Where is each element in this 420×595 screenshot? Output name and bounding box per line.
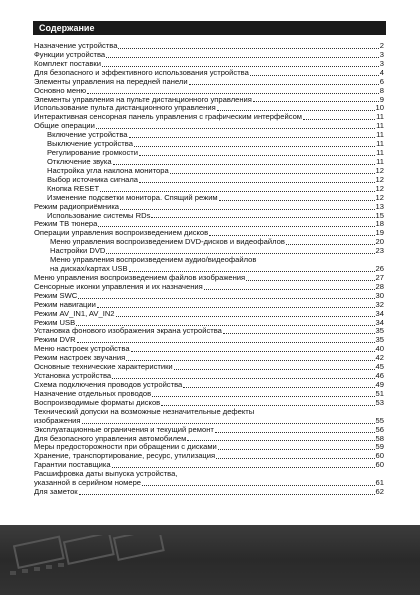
toc-entry-label: Основные технические характеристики — [34, 362, 173, 372]
toc-entry-page: 53 — [375, 397, 384, 407]
toc-entry-page: 35 — [375, 326, 384, 336]
toc-dot-leader — [131, 351, 375, 352]
toc-entry-label: Расшифровка даты выпуска устройства, — [34, 469, 178, 479]
toc-dot-leader — [102, 66, 379, 67]
toc-entry-page: 28 — [375, 281, 384, 291]
toc-dot-leader — [139, 155, 375, 156]
toc-entry-label: на дисках/картах USB — [50, 264, 128, 274]
toc-dot-leader — [161, 405, 374, 406]
toc-entry-label: Комплект поставки — [34, 58, 101, 68]
toc-dot-leader — [129, 137, 376, 138]
toc-entry-label: Меню управления воспроизведением аудио/видеофайлов — [50, 255, 257, 265]
toc-dot-leader — [253, 101, 379, 102]
toc-dot-leader — [246, 280, 374, 281]
toc-entry-page: 34 — [375, 308, 384, 318]
toc-entry-label: Общие операции — [34, 121, 95, 131]
toc-dot-leader — [219, 200, 375, 201]
toc-entry-label: Для безопасного управления автомобилем — [34, 433, 187, 443]
toc-entry-label: Режим DVR — [34, 335, 76, 345]
toc-entry-label: Использование пульта дистанционного управления — [34, 103, 216, 113]
toc-entry-label: Хранение, транспортирование, ресурс, утилизация — [34, 451, 216, 461]
toc-dot-leader — [96, 128, 375, 129]
toc-entry-page: 11 — [376, 121, 384, 131]
toc-entry-page: 11 — [376, 112, 384, 122]
toc-entry-page: 13 — [375, 201, 384, 211]
footer-decoration — [0, 525, 420, 595]
toc-entry-page: 4 — [379, 67, 384, 77]
toc-entry-label: Эксплуатационные ограничения и текущий ремонт — [34, 424, 214, 434]
toc-dot-leader — [87, 93, 379, 94]
toc-entry-label: указанной в серийном номере — [34, 478, 142, 488]
toc-dot-leader — [189, 84, 379, 85]
toc-dot-leader — [216, 458, 374, 459]
toc-entry-page: 11 — [376, 130, 384, 140]
toc-entry-label: Отключение звука — [47, 156, 112, 166]
film-strip-icon — [10, 535, 210, 595]
toc-dot-leader — [129, 271, 375, 272]
toc-dot-leader — [204, 289, 375, 290]
toc-entry — [34, 283, 384, 292]
toc-dot-leader — [217, 110, 375, 111]
toc-entry-label: Меню управления воспроизведением DVD-дисков и видеофайлов — [50, 237, 285, 247]
toc-entry-page: 15 — [375, 210, 384, 220]
toc-dot-leader — [218, 449, 375, 450]
toc-dot-leader — [250, 75, 379, 76]
toc-dot-leader — [303, 119, 375, 120]
toc-entry-page: 12 — [375, 165, 384, 175]
toc-entry-page: 23 — [375, 246, 384, 256]
toc-entry-label: Меры предосторожности при обращении с дисками — [34, 442, 217, 452]
toc-dot-leader — [174, 369, 375, 370]
toc-entry-label: Операции управления воспроизведением дисков — [34, 228, 209, 238]
toc-dot-leader — [79, 494, 375, 495]
toc-dot-leader — [78, 298, 374, 299]
toc-entry-page: 61 — [375, 478, 384, 488]
toc-entry-page: 26 — [375, 264, 384, 274]
toc-entry-page: 30 — [375, 290, 384, 300]
toc-entry-page: 11 — [376, 156, 384, 166]
toc-entry-label: Режим SWC — [34, 290, 78, 300]
toc-entry-page: 18 — [375, 219, 384, 229]
toc-dot-leader — [116, 316, 375, 317]
toc-entry-page: 12 — [375, 174, 384, 184]
toc-entry-page: 62 — [375, 487, 384, 497]
toc-entry-label: Выбор источника сигнала — [47, 174, 139, 184]
toc-dot-leader — [183, 387, 374, 388]
toc-entry-page: 3 — [379, 49, 384, 59]
toc-dot-leader — [142, 485, 375, 486]
toc-entry-label: Воспроизводимые форматы дисков — [34, 397, 161, 407]
toc-entry-label: Основно меню — [34, 85, 87, 95]
toc-dot-leader — [76, 325, 374, 326]
toc-entry-label: Включение устройства — [47, 130, 128, 140]
toc-dot-leader — [120, 209, 375, 210]
toc-entry — [34, 488, 384, 497]
toc-entry-page: 49 — [375, 380, 384, 390]
toc-entry-page: 40 — [375, 344, 384, 354]
toc-entry-page: 11 — [376, 148, 384, 158]
toc-dot-leader — [134, 146, 375, 147]
toc-entry — [34, 479, 384, 488]
toc-dot-leader — [187, 440, 374, 441]
toc-entry-label: Гарантии поставщика — [34, 460, 111, 470]
toc-entry-page: 27 — [375, 272, 384, 282]
toc-entry-page: 32 — [375, 299, 384, 309]
toc-dot-leader — [106, 253, 374, 254]
toc-dot-leader — [139, 182, 375, 183]
toc-entry-label: Режим настроек звучания — [34, 353, 126, 363]
toc-dot-leader — [152, 396, 374, 397]
toc-dot-leader — [223, 333, 375, 334]
toc-entry-page: 45 — [375, 362, 384, 372]
toc-dot-leader — [98, 226, 374, 227]
toc-entry-label: Установка фонового изображения экрана устройства — [34, 326, 222, 336]
toc-dot-leader — [112, 467, 375, 468]
toc-entry-label: Настройка угла наклона монитора — [47, 165, 169, 175]
toc-entry — [34, 408, 384, 417]
toc-dot-leader — [82, 423, 375, 424]
toc-entry-page: 56 — [375, 424, 384, 434]
toc-entry-label: Технический допуски на возможные незначительные дефекты — [34, 406, 255, 416]
toc-entry-page: 60 — [375, 460, 384, 470]
toc-entry-label: Регулирование громкости — [47, 148, 138, 158]
toc-entry-label: Элементы управления на пульте дистанционного управления — [34, 94, 252, 104]
toc-entry-label: Назначение устройства — [34, 40, 118, 50]
toc-dot-leader — [215, 432, 375, 433]
toc-entry-label: Режим навигации — [34, 299, 96, 309]
toc-dot-leader — [170, 173, 375, 174]
toc-header-bar — [33, 21, 386, 35]
toc-entry-label: Для заметок — [34, 487, 78, 497]
toc-entry-label: Схема подключения проводов устройства — [34, 380, 183, 390]
toc-entry-page: 60 — [375, 451, 384, 461]
toc-entry-label: Кнопка RESET — [47, 183, 100, 193]
toc-entry-label: Назначение отдельных проводов — [34, 388, 152, 398]
toc-entry-label: Интерактивная сенсорная панель управления с графическим интерфейсом — [34, 112, 303, 122]
toc-entry-page: 19 — [375, 228, 384, 238]
toc-dot-leader — [100, 191, 374, 192]
toc-entry-page: 11 — [376, 139, 384, 149]
toc-entry-page: 20 — [375, 237, 384, 247]
toc-entry — [34, 310, 384, 319]
toc-entry-page: 9 — [379, 94, 384, 104]
toc-dot-leader — [106, 57, 379, 58]
toc-dot-leader — [126, 360, 374, 361]
toc-entry-label: Использование системы RDs — [47, 210, 151, 220]
toc-entry-label: Сенсорные иконки управления и их назначения — [34, 281, 203, 291]
toc-entry-page: 12 — [375, 183, 384, 193]
toc-entry-label: Для безопасного и эффективного использования устройства — [34, 67, 249, 77]
toc-entry-page: 42 — [375, 353, 384, 363]
toc-entry-label: Режим AV_IN1, AV_IN2 — [34, 308, 115, 318]
toc-dot-leader — [97, 307, 375, 308]
toc-entry-page: 34 — [375, 317, 384, 327]
toc-entry-label: Меню настроек устройства — [34, 344, 130, 354]
toc-entry-label: Режим USB — [34, 317, 76, 327]
toc-dot-leader — [209, 235, 374, 236]
toc-dot-leader — [77, 342, 375, 343]
toc-entry-page: 46 — [375, 371, 384, 381]
toc-entry — [34, 328, 384, 337]
toc-entry-label: Меню управления воспроизведением файлов изображения — [34, 272, 246, 282]
toc-entry-page: 51 — [375, 388, 384, 398]
toc-entry-label: Элементы управления на передней панели — [34, 76, 188, 86]
toc-entry-page: 55 — [375, 415, 384, 425]
toc-entry-label: Выключение устройства — [47, 139, 133, 149]
toc-entry-page: 58 — [375, 433, 384, 443]
toc-entry-page: 8 — [379, 85, 384, 95]
toc-dot-leader — [112, 378, 374, 379]
toc-entry-label: Режим радиоприёмника — [34, 201, 120, 211]
toc-dot-leader — [286, 244, 375, 245]
toc-entry-page: 35 — [375, 335, 384, 345]
page-title: Содержание — [39, 23, 95, 33]
toc-entry-page: 12 — [375, 192, 384, 202]
toc-entry-page: 2 — [379, 40, 384, 50]
toc-entry-label: Изменение подсветки монитора. Спящий режим — [47, 192, 218, 202]
toc-entry-page: 59 — [375, 442, 384, 452]
toc-entry-page: 3 — [379, 58, 384, 68]
toc-entry — [34, 78, 384, 87]
toc-entry-label: изображения — [34, 415, 81, 425]
table-of-contents — [34, 42, 384, 497]
toc-entry-page: 10 — [375, 103, 384, 113]
toc-dot-leader — [113, 164, 376, 165]
toc-dot-leader — [118, 48, 378, 49]
toc-entry-label: Режим ТВ тюнера — [34, 219, 98, 229]
toc-dot-leader — [151, 217, 374, 218]
toc-entry-label: Настройки DVD — [50, 246, 106, 256]
toc-entry-label: Установка устройства — [34, 371, 112, 381]
toc-entry-label: Функции устройства — [34, 49, 106, 59]
toc-entry-page: 6 — [379, 76, 384, 86]
